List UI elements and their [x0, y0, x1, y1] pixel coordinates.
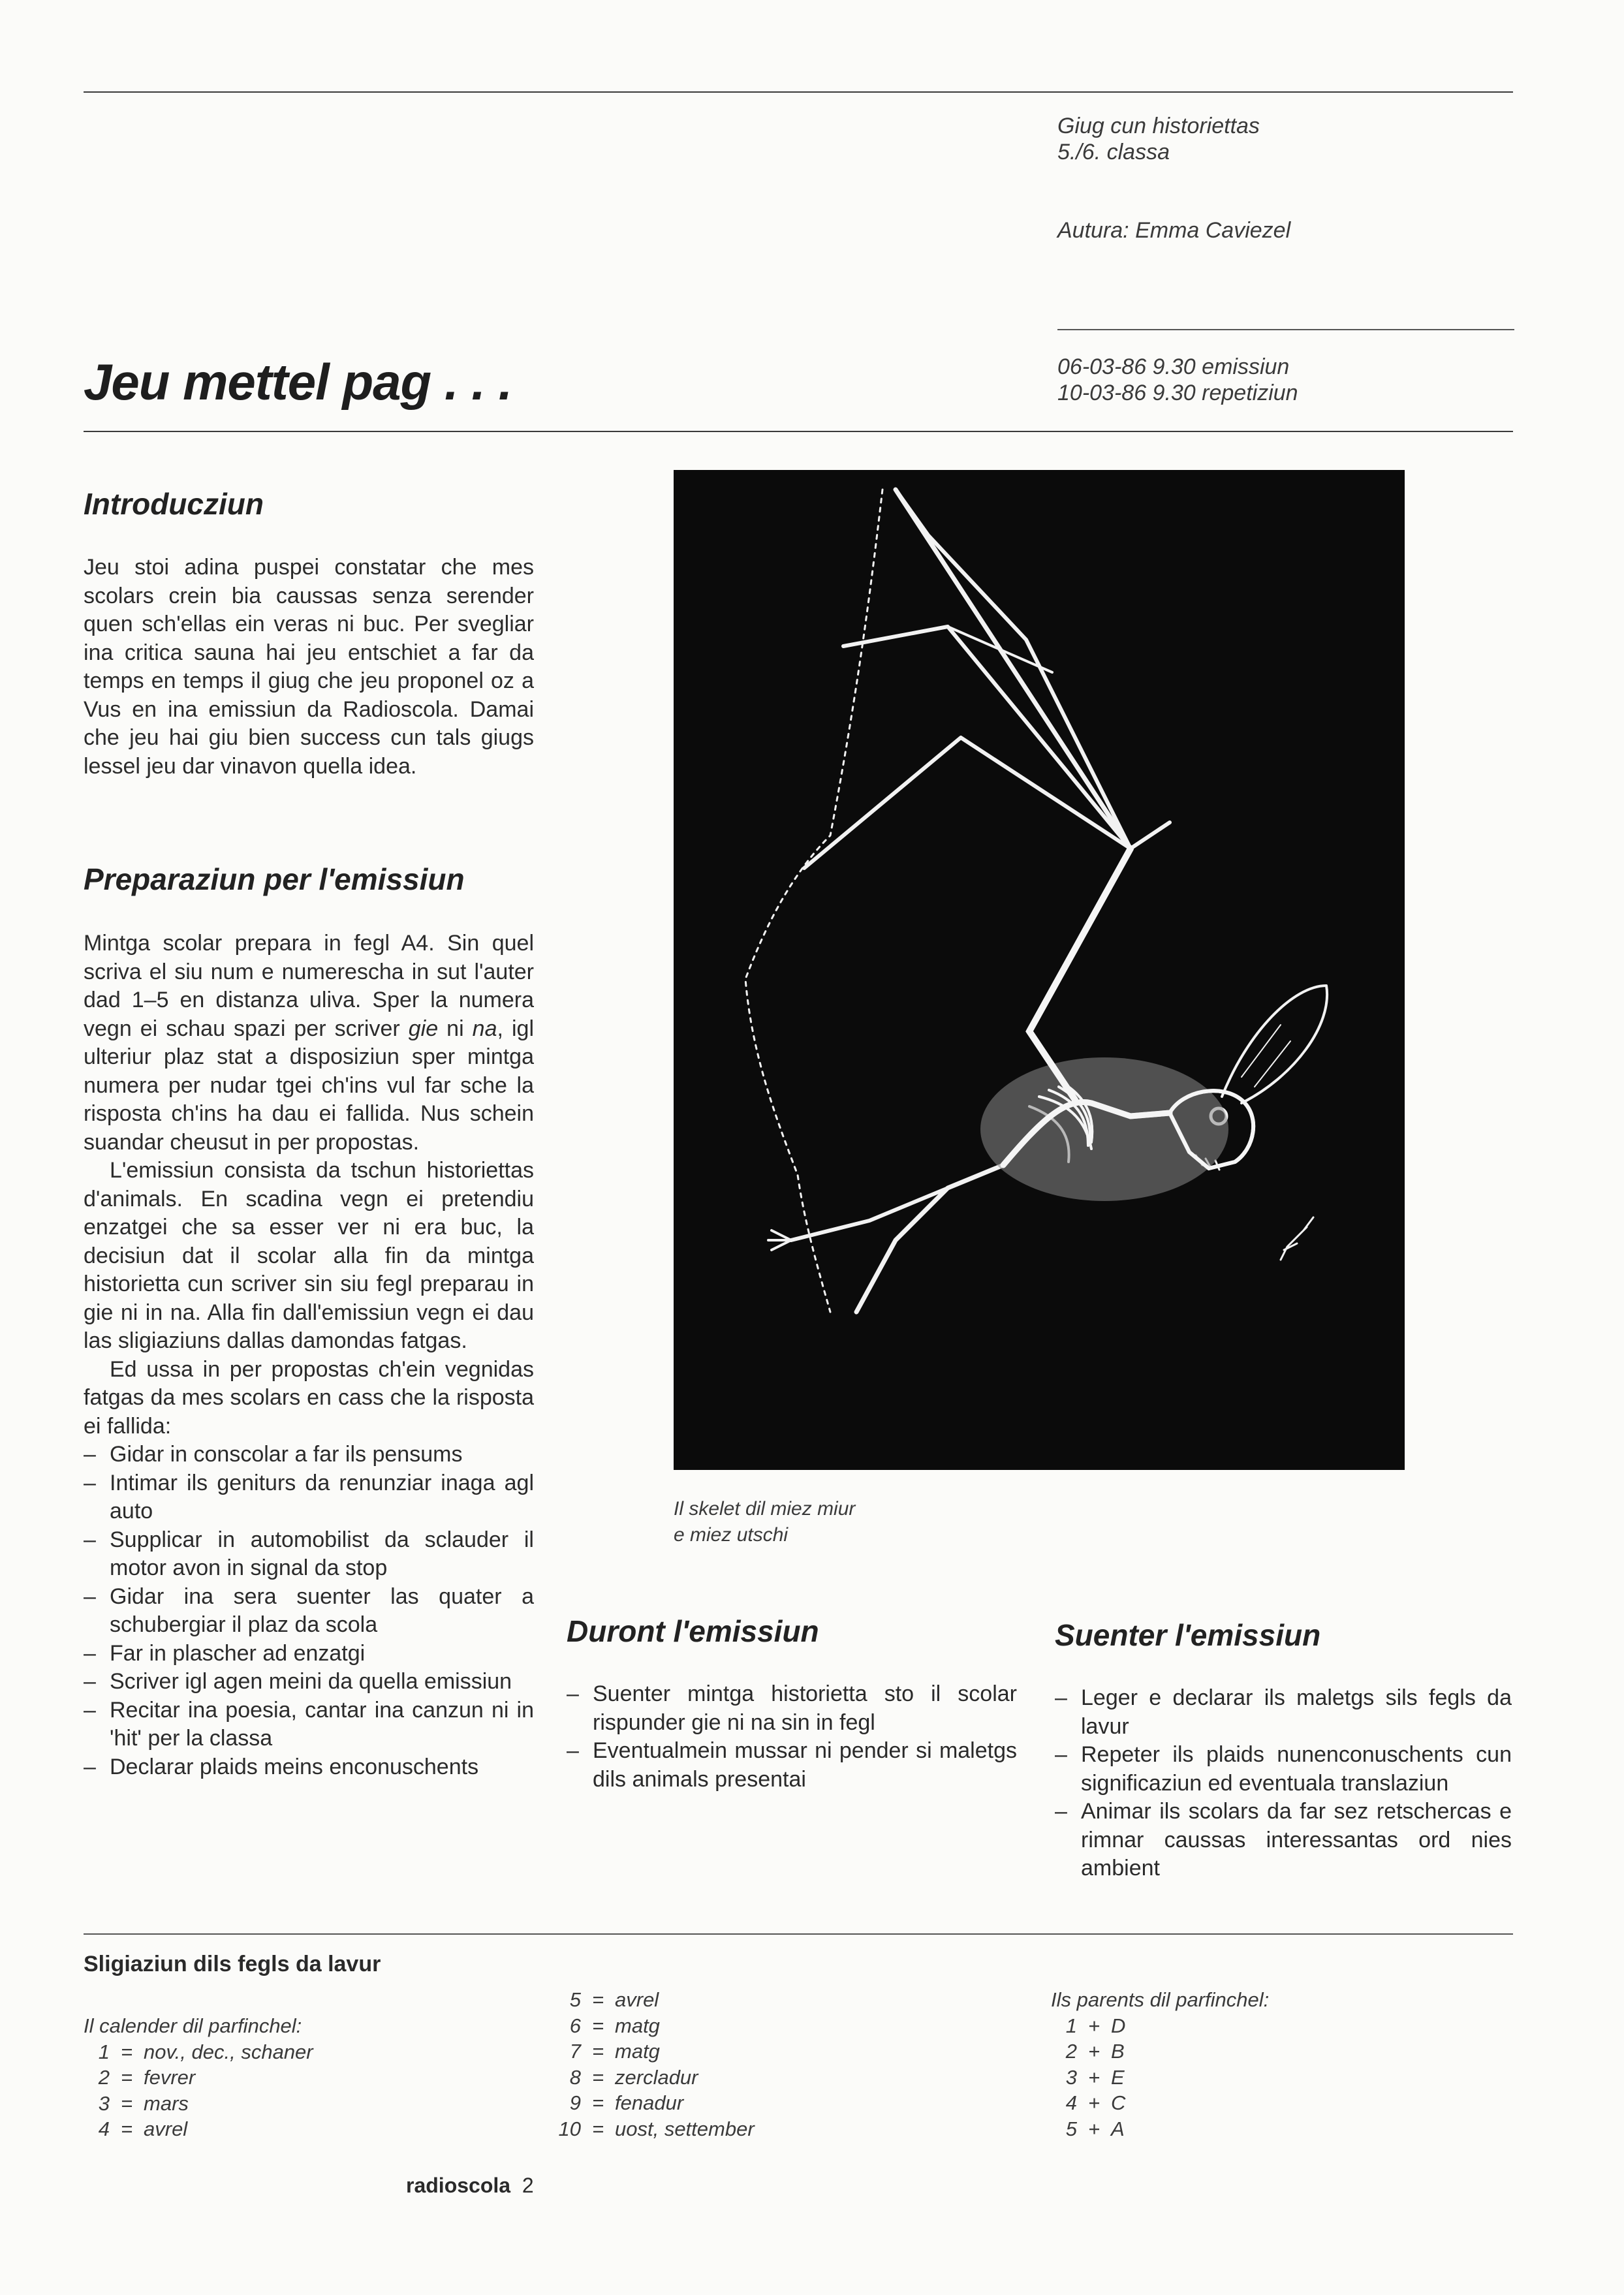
preparation-paragraph-3: Ed ussa in per propostas ch'ein vegnidas fatgas da mes scolars en cass che la risposta ei fallida:	[84, 1356, 534, 1439]
answer-row: 1 = nov., dec., schaner	[98, 2040, 313, 2063]
image-caption-line-2: e miez utschi	[674, 1524, 789, 1546]
answer-row: 6 = matg	[569, 2014, 660, 2037]
author-label: Autura: Emma Caviezel	[1057, 218, 1291, 243]
calendar-block	[84, 2013, 313, 2142]
during-list	[567, 1680, 1017, 1794]
calendar-block-2	[555, 1987, 755, 2142]
preparation-paragraph-2: L'emissiun consista da tschun historiettas d'animals. En scadina vegn ei pretendiu enzatgei che sa esser ver ni era buc, la decisiun dat il scolar alla fin da mintga historietta cun scriver sin siu fegl preparau in gie ni in na. Alla fin dall'emissiun vegn ei dau las sligiaziuns dallas damondas fatgas.	[84, 1158, 534, 1353]
intro-paragraph: Jeu stoi adina puspei constatar che mes scolars crein bia caussas senza serender quen sch'ellas ein veras ni buc. Per svegliar ina critica sauna hai jeu entschiet a far da temps en temps il giug che jeu proponel oz a Vus en ina emissiun da Radioscola. Damai che jeu hai giu bien success cun tals giugs lessel jeu dar vinavon quella idea.	[84, 555, 534, 779]
page-title: Jeu mettel pag . . .	[84, 353, 512, 411]
title-rule	[84, 431, 1513, 432]
after-heading: Suenter l'emissiun	[1055, 1618, 1321, 1652]
preparation-heading: Preparaziun per l'emissiun	[84, 862, 465, 896]
list-item: – Scriver igl agen meini da quella emissiun	[84, 1668, 534, 1696]
intro-heading: Introducziun	[84, 487, 264, 521]
broadcast-date-2: 10-03-86 9.30 repetiziun	[1057, 381, 1298, 405]
after-list	[1055, 1684, 1512, 1883]
list-item: – Declarar plaids meins enconuschents	[84, 1753, 534, 1782]
preparation-paragraph-1: Mintga scolar prepara in fegl A4. Sin quel scriva el siu num e numerescha in sut l'auter dad 1–5 en distanza uliva. Sper la numera vegn ei schau spazi per scriver gie ni na, igl ulteriur plaz stat a disposiziun sper mintga numera per nudar tgei ch'ins vul far sche la risposta ch'ins ha dau ei fallida. Nus schein suandar cheusut in per propostas.	[84, 931, 534, 1155]
footer-brand: radioscola	[406, 2174, 511, 2197]
during-section	[567, 1680, 1017, 1794]
solutions-heading: Sligiaziun dils fegls da lavur	[84, 1952, 381, 1976]
page-footer	[406, 2174, 534, 2198]
list-item: – Eventualmein mussar ni pender si maletgs dils animals presentai	[567, 1737, 1017, 1794]
solutions-rule	[84, 1933, 1513, 1935]
answer-row: 4 = avrel	[98, 2117, 188, 2140]
list-item: – Gidar ina sera suenter las quater a schubergiar il plaz da scola	[84, 1583, 534, 1640]
answer-row: 3 + E	[1065, 2065, 1125, 2089]
image-caption-line-1: Il skelet dil miez miur	[674, 1498, 856, 1520]
header-rule-right	[1057, 329, 1514, 330]
grade-label: 5./6. classa	[1057, 140, 1170, 164]
answer-row: 5 + A	[1065, 2117, 1125, 2140]
series-title: Giug cun historiettas	[1057, 114, 1260, 138]
top-rule	[84, 91, 1513, 93]
answer-row: 1 + D	[1065, 2014, 1126, 2037]
list-item: – Supplicar in automobilist da sclauder il motor avon in signal da stop	[84, 1526, 534, 1583]
answer-row: 10 = uost, settember	[558, 2117, 755, 2140]
list-item: – Gidar in conscolar a far ils pensums	[84, 1441, 534, 1469]
after-section	[1055, 1684, 1512, 1883]
proposals-list	[84, 1441, 534, 1781]
list-item: – Recitar ina poesia, cantar ina canzun ni in 'hit' per la classa	[84, 1696, 534, 1753]
answer-row: 2 = fevrer	[98, 2066, 196, 2089]
answer-row: 8 = zercladur	[569, 2065, 698, 2089]
list-item: – Repeter ils plaids nunenconuschents cun significaziun ed eventuala translaziun	[1055, 1741, 1512, 1798]
page-number: 2	[522, 2174, 534, 2197]
answer-row: 4 + C	[1065, 2091, 1126, 2114]
during-heading: Duront l'emissiun	[567, 1614, 819, 1648]
answer-row: 9 = fenadur	[569, 2091, 684, 2114]
intro-text	[84, 554, 534, 781]
answer-row: 3 = mars	[98, 2091, 189, 2115]
list-item: – Animar ils scolars da far sez retschercas e rimnar caussas interessantas ord nies ambient	[1055, 1798, 1512, 1883]
bat-skeleton-drawing	[674, 470, 1405, 1470]
list-item: – Leger e declarar ils maletgs sils fegls da lavur	[1055, 1684, 1512, 1741]
list-item: – Intimar ils geniturs da renunziar inaga agl auto	[84, 1469, 534, 1526]
list-item: – Far in plascher ad enzatgi	[84, 1640, 534, 1668]
answer-row: 5 = avrel	[569, 1988, 659, 2011]
broadcast-date-1: 06-03-86 9.30 emissiun	[1057, 354, 1290, 379]
list-item: – Suenter mintga historietta sto il scolar rispunder gie ni na sin in fegl	[567, 1680, 1017, 1737]
answer-row: 2 + B	[1065, 2040, 1125, 2063]
parents-block	[1051, 1987, 1269, 2142]
answer-row: 7 = matg	[569, 2040, 660, 2063]
calendar-title: Il calender dil parfinchel:	[84, 2014, 302, 2037]
preparation-text	[84, 929, 534, 1781]
bat-skeleton-illustration	[674, 470, 1405, 1470]
parents-title: Ils parents dil parfinchel:	[1051, 1988, 1270, 2011]
